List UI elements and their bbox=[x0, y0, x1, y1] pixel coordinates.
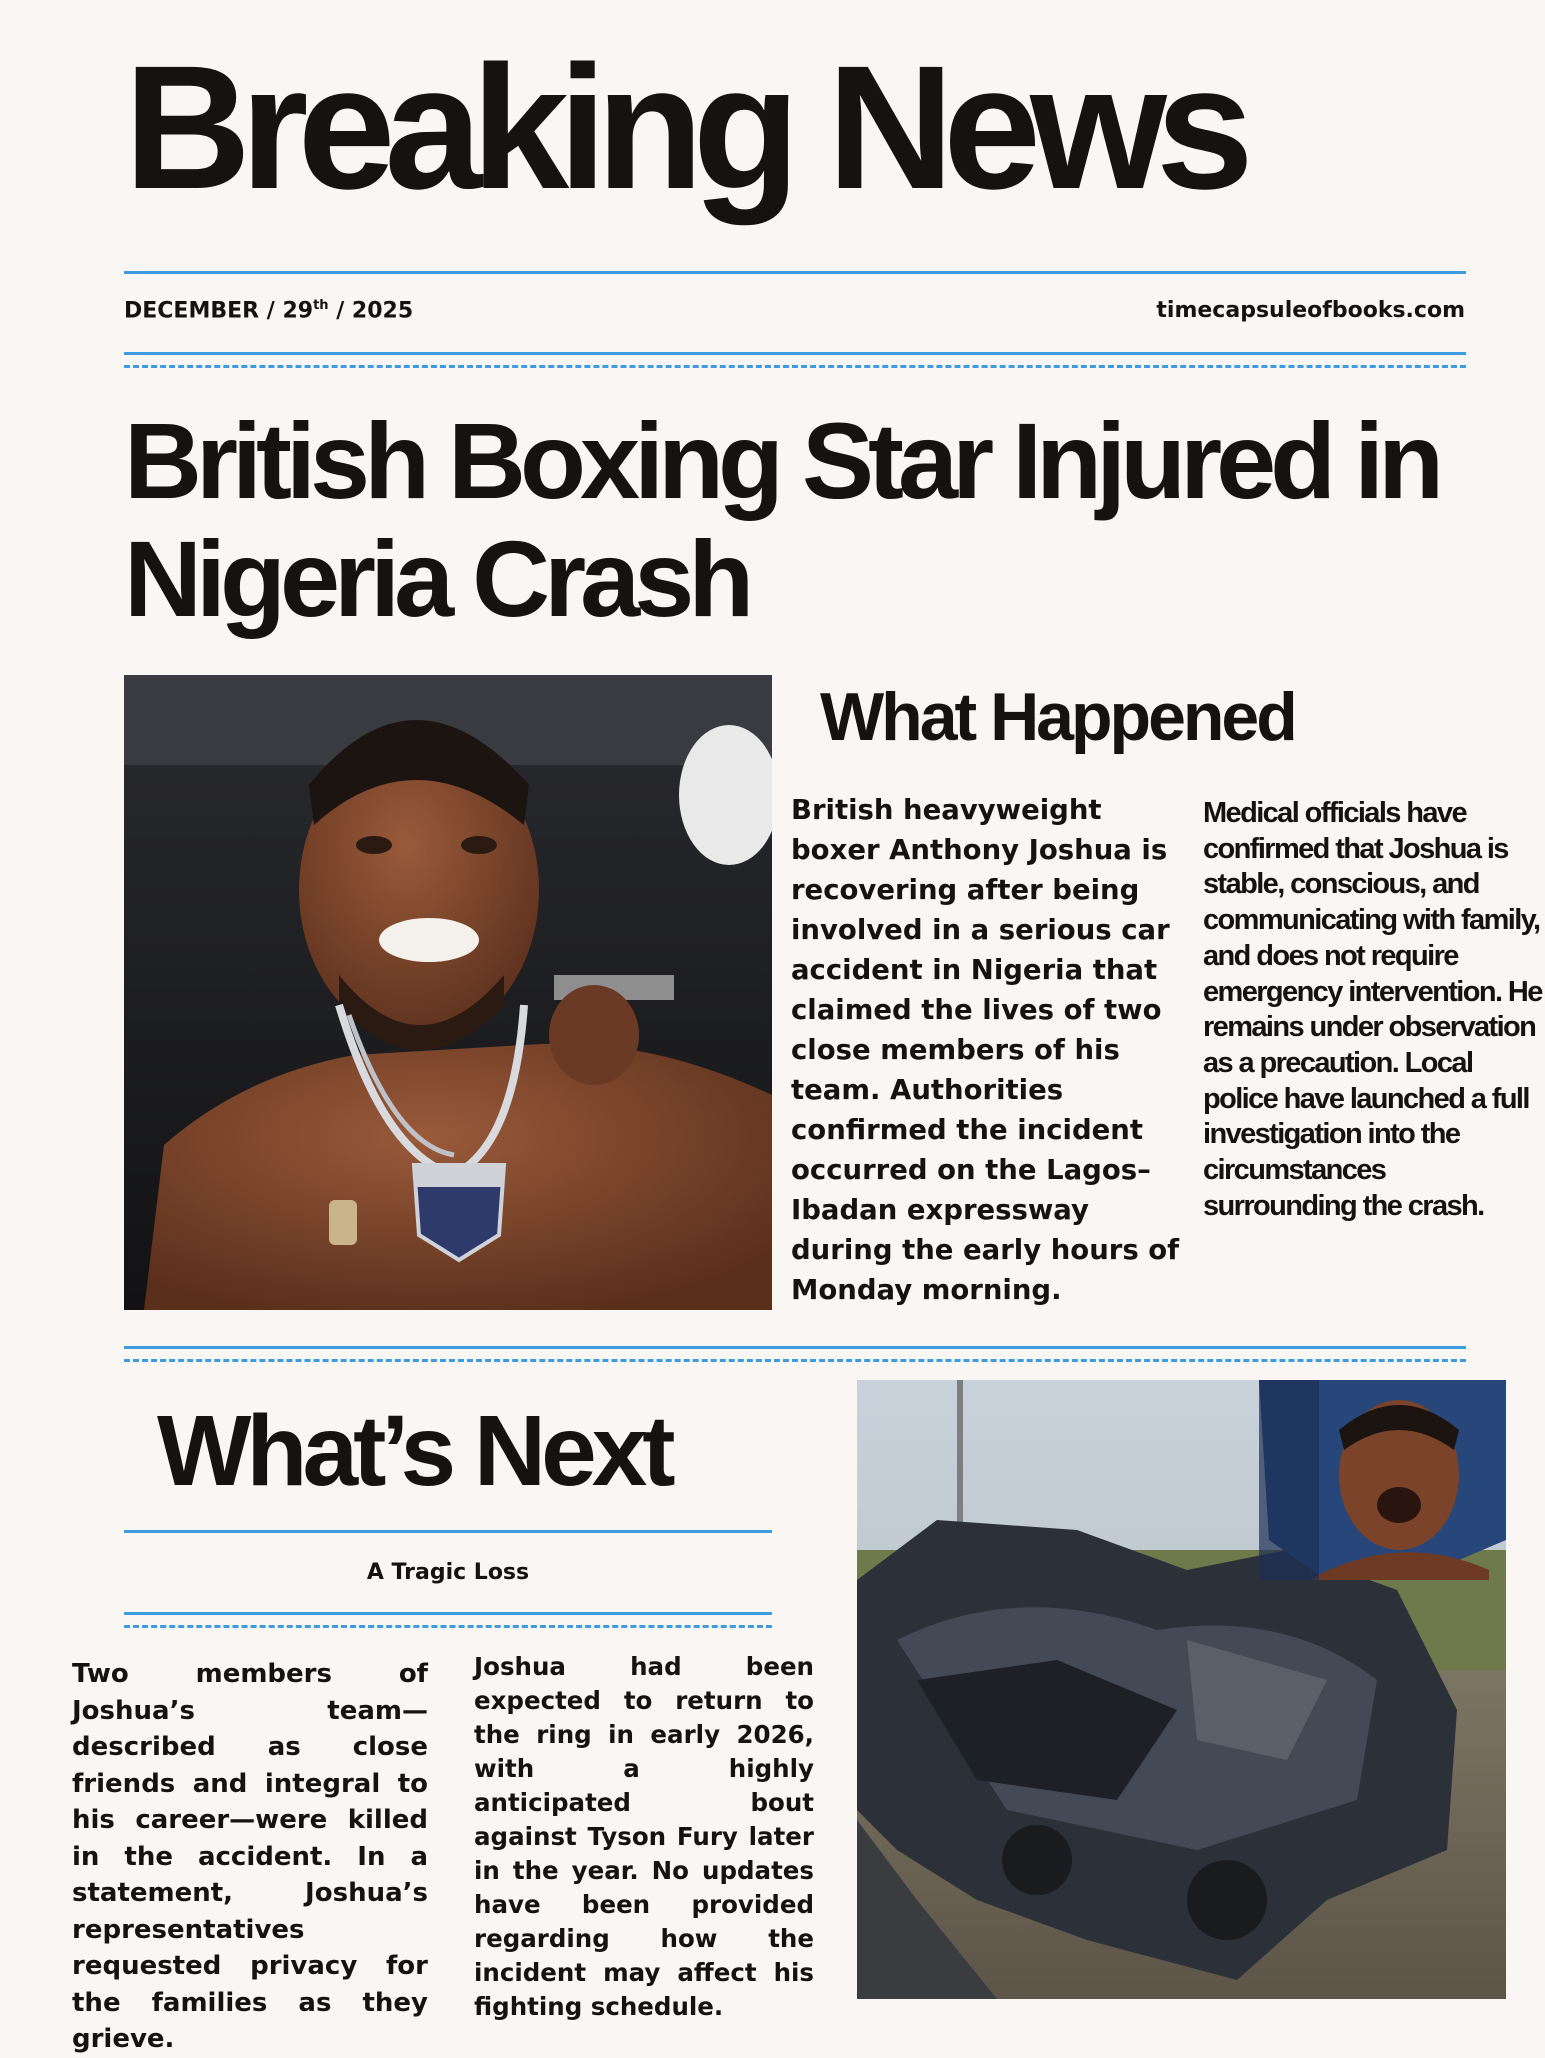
date-day-suffix: th bbox=[313, 298, 329, 313]
date-sep: / bbox=[259, 298, 283, 324]
site-url: timecapsuleofbooks.com bbox=[1156, 298, 1465, 323]
kicker-dash-rule bbox=[124, 1625, 772, 1628]
crash-photo bbox=[857, 1380, 1506, 1999]
header-dash-rule bbox=[124, 365, 1466, 368]
header-rule bbox=[124, 352, 1466, 355]
section-dash-rule bbox=[124, 1359, 1466, 1362]
date-sep: / bbox=[328, 298, 352, 324]
top-rule bbox=[124, 271, 1466, 274]
date-month: DECEMBER bbox=[124, 298, 260, 324]
boxer-photo bbox=[124, 675, 772, 1310]
whats-next-kicker: A Tragic Loss bbox=[366, 1560, 530, 1585]
date-year: 2025 bbox=[351, 298, 414, 324]
what-happened-heading: What Happened bbox=[820, 679, 1295, 755]
page-headline: British Boxing Star Injured in Nigeria Crash bbox=[124, 400, 1439, 639]
kicker-rule bbox=[124, 1612, 772, 1615]
masthead-title: Breaking News bbox=[124, 30, 1243, 226]
whats-next-column-1: Two members of Joshua’s team—described as close friends and integral to his career—were killed in the accident. In a statement, Joshua’s representatives requested privacy for the families as they grieve. bbox=[72, 1659, 428, 2054]
date-day: 29 bbox=[282, 298, 314, 324]
inset-reaction-photo bbox=[1259, 1380, 1506, 1580]
what-happened-column-2: Medical officials have confirmed that Joshua is stable, conscious, and communicating with family, and does not require emergency intervention. He remains under observation as a precaution. Local police have launched a full investigation into the circumstances surrounding the crash. bbox=[1203, 797, 1542, 1222]
what-happened-column-1: British heavyweight boxer Anthony Joshua is recovering after being involved in a serious car accident in Nigeria that claimed the lives of two close members of his team. Authorities confirmed the incident occurred on the Lagos–Ibadan expressway during the early hours of Monday morning. bbox=[791, 794, 1180, 1306]
whats-next-heading: What’s Next bbox=[157, 1395, 671, 1507]
section-rule bbox=[124, 1346, 1466, 1349]
whats-next-rule bbox=[124, 1530, 772, 1533]
whats-next-column-2: Joshua had been expected to return to the ring in early 2026, with a highly anticipated bout against Tyson Fury later in the year. No updates have been provided regarding how the incident may affect his fighting schedule. bbox=[474, 1652, 814, 2021]
dateline bbox=[124, 298, 413, 323]
